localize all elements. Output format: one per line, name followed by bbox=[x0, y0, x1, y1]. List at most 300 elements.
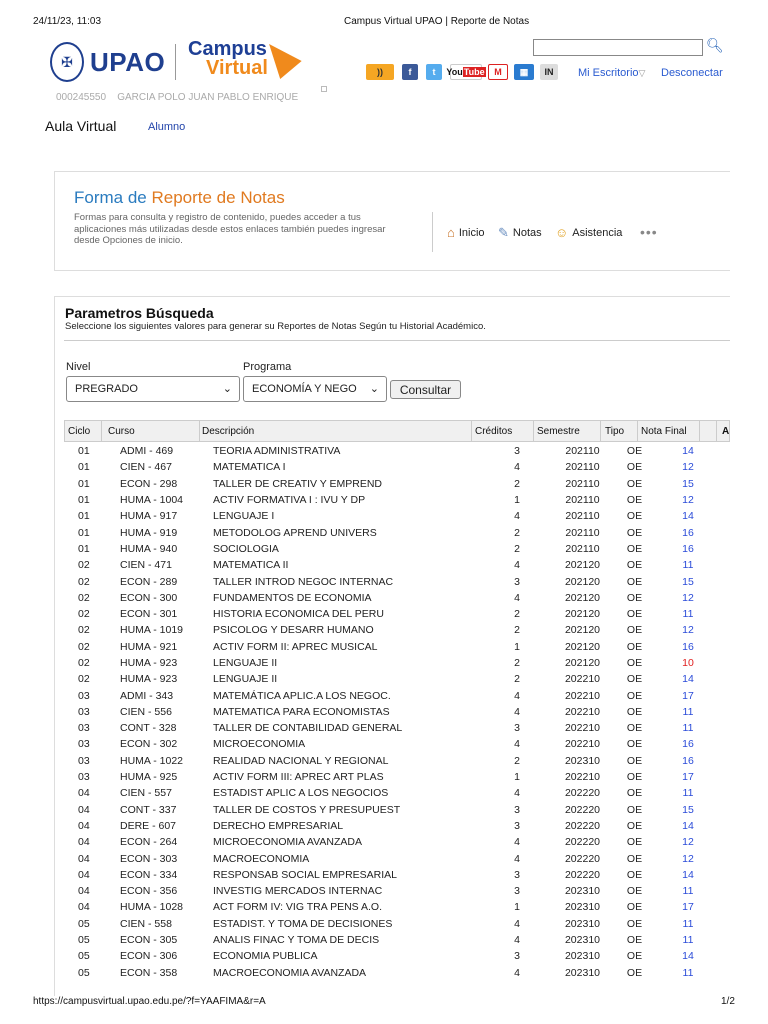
cell-tipo: OE bbox=[626, 624, 643, 637]
cell-nota-final[interactable]: 11 bbox=[682, 608, 694, 621]
cell-descripcion: ACT FORM IV: VIG TRA PENS A.O. bbox=[213, 901, 383, 914]
cell-tipo: OE bbox=[626, 917, 643, 930]
cell-extra bbox=[723, 720, 730, 736]
cell-nota-final[interactable]: 12 bbox=[682, 852, 694, 865]
cell-extra bbox=[723, 606, 730, 622]
cell-ciclo: 03 bbox=[78, 754, 90, 767]
cell-ciclo: 02 bbox=[78, 608, 90, 621]
parametros-title: Parametros Búsqueda bbox=[65, 305, 214, 321]
col-nota-final[interactable]: Nota Final bbox=[641, 426, 687, 437]
cell-tipo: OE bbox=[626, 934, 643, 947]
table-row bbox=[64, 492, 730, 508]
cell-ciclo: 02 bbox=[78, 575, 90, 588]
table-row bbox=[64, 769, 730, 785]
cell-tipo: OE bbox=[626, 705, 643, 718]
cell-tipo: OE bbox=[626, 950, 643, 963]
cell-ciclo: 01 bbox=[78, 445, 90, 458]
cell-extra bbox=[723, 476, 730, 492]
cell-descripcion: TEORIA ADMINISTRATIVA bbox=[213, 445, 341, 458]
cell-curso: ECON - 334 bbox=[120, 868, 178, 881]
col-divider bbox=[600, 421, 601, 441]
cell-semestre: 202310 bbox=[564, 885, 601, 898]
cell-ciclo: 04 bbox=[78, 852, 90, 865]
cell-descripcion: MICROECONOMIA bbox=[213, 738, 306, 751]
upao-seal-icon: ✠ bbox=[50, 42, 84, 82]
col-divider bbox=[101, 421, 102, 441]
table-row bbox=[64, 850, 730, 866]
cell-extra bbox=[723, 622, 730, 638]
cell-nota-final[interactable]: 14 bbox=[682, 868, 694, 881]
cell-nota-final[interactable]: 14 bbox=[682, 510, 694, 523]
cell-extra bbox=[723, 443, 730, 459]
cell-extra bbox=[723, 753, 730, 769]
cell-nota-final[interactable]: 14 bbox=[682, 445, 694, 458]
cell-creditos: 2 bbox=[514, 673, 520, 686]
cell-descripcion: LENGUAJE II bbox=[213, 657, 278, 669]
cell-creditos: 3 bbox=[514, 722, 520, 735]
col-semestre[interactable]: Semestre bbox=[537, 426, 580, 437]
cell-curso: CIEN - 471 bbox=[120, 559, 172, 572]
cell-creditos: 4 bbox=[514, 917, 520, 930]
youtube-icon[interactable]: You Tube bbox=[450, 64, 482, 80]
table-row bbox=[64, 948, 730, 964]
quicklink-asistencia[interactable] bbox=[555, 225, 622, 240]
upao-logo[interactable] bbox=[50, 42, 176, 82]
upao-wordmark: UPAO bbox=[90, 46, 166, 77]
cell-curso: HUMA - 940 bbox=[120, 542, 178, 555]
user-id: 000245550 bbox=[56, 92, 107, 103]
cell-ciclo: 05 bbox=[78, 966, 90, 979]
col-divider bbox=[716, 421, 717, 441]
cell-creditos: 4 bbox=[514, 787, 520, 800]
col-divider bbox=[533, 421, 534, 441]
cell-ciclo: 03 bbox=[78, 705, 90, 718]
cell-curso: CIEN - 558 bbox=[120, 917, 172, 930]
cell-semestre: 202120 bbox=[564, 657, 601, 669]
cell-tipo: OE bbox=[626, 689, 643, 702]
cell-creditos: 1 bbox=[514, 901, 520, 914]
col-extra[interactable]: A bbox=[722, 426, 730, 437]
cell-ciclo: 01 bbox=[78, 494, 90, 507]
cell-extra bbox=[723, 655, 730, 671]
col-creditos[interactable]: Créditos bbox=[475, 426, 513, 437]
consultar-button[interactable]: Consultar bbox=[390, 380, 461, 399]
table-row bbox=[64, 867, 730, 883]
cell-descripcion: MICROECONOMIA AVANZADA bbox=[213, 836, 362, 849]
cell-semestre: 202210 bbox=[564, 705, 601, 718]
cell-ciclo: 04 bbox=[78, 787, 90, 800]
cell-descripcion: MACROECONOMIA AVANZADA bbox=[213, 966, 367, 979]
cell-creditos: 2 bbox=[514, 657, 520, 669]
programa-select-value: ECONOMÍA Y NEGO bbox=[252, 383, 357, 395]
cell-extra bbox=[723, 932, 730, 948]
cell-curso: ADMI - 469 bbox=[120, 445, 174, 458]
cell-tipo: OE bbox=[626, 738, 643, 751]
cell-semestre: 202220 bbox=[564, 852, 601, 865]
cell-tipo: OE bbox=[626, 966, 643, 979]
col-tipo[interactable]: Tipo bbox=[605, 426, 625, 437]
cell-curso: CONT - 328 bbox=[120, 722, 177, 735]
table-row bbox=[64, 590, 730, 606]
cell-semestre: 202210 bbox=[564, 771, 601, 784]
cell-nota-final[interactable]: 16 bbox=[682, 738, 694, 751]
cell-extra bbox=[723, 867, 730, 883]
cell-nota-final[interactable]: 14 bbox=[682, 950, 694, 963]
cell-nota-final[interactable]: 16 bbox=[682, 526, 694, 539]
cell-creditos: 4 bbox=[514, 689, 520, 702]
twitter-icon[interactable]: t bbox=[426, 64, 442, 80]
cell-semestre: 202210 bbox=[564, 673, 601, 686]
cell-nota-final[interactable]: 12 bbox=[682, 624, 694, 637]
cell-descripcion: ACTIV FORM II: APREC MUSICAL bbox=[213, 640, 378, 653]
cell-descripcion: DERECHO EMPRESARIAL bbox=[213, 819, 344, 832]
cell-ciclo: 04 bbox=[78, 836, 90, 849]
table-row bbox=[64, 687, 730, 703]
aula-virtual-title: Aula Virtual bbox=[45, 118, 117, 134]
quicklink-asistencia-label: Asistencia bbox=[572, 226, 623, 239]
cell-extra bbox=[723, 541, 730, 557]
cell-nota-final[interactable]: 12 bbox=[682, 591, 694, 604]
cell-extra bbox=[723, 834, 730, 850]
cell-curso: HUMA - 1028 bbox=[120, 901, 184, 914]
cell-extra bbox=[723, 704, 730, 720]
cell-semestre: 202120 bbox=[564, 640, 601, 653]
cell-tipo: OE bbox=[626, 510, 643, 523]
col-curso[interactable]: Curso bbox=[108, 426, 135, 437]
cell-semestre: 202110 bbox=[565, 445, 600, 458]
cell-semestre: 202120 bbox=[564, 608, 601, 621]
cell-nota-final[interactable]: 14 bbox=[682, 673, 694, 686]
cell-semestre: 202310 bbox=[564, 901, 601, 914]
cell-creditos: 2 bbox=[514, 754, 520, 767]
cell-tipo: OE bbox=[626, 608, 643, 621]
facebook-icon[interactable]: f bbox=[402, 64, 418, 80]
cell-extra bbox=[723, 802, 730, 818]
cell-nota-final[interactable]: 17 bbox=[682, 901, 694, 914]
print-footer-url: https://campusvirtual.upao.edu.pe/?f=YAAFIMA&r=A bbox=[33, 996, 266, 1007]
cell-nota-final[interactable]: 15 bbox=[682, 803, 694, 816]
cell-ciclo: 04 bbox=[78, 901, 90, 914]
cell-semestre: 202220 bbox=[564, 868, 601, 881]
more-options-icon[interactable]: ••• bbox=[640, 224, 658, 240]
cell-semestre: 202120 bbox=[564, 591, 601, 604]
cell-semestre: 202110 bbox=[565, 477, 600, 490]
cell-semestre: 202120 bbox=[564, 575, 601, 588]
cell-creditos: 4 bbox=[514, 559, 520, 572]
cell-extra bbox=[723, 492, 730, 508]
cell-creditos: 3 bbox=[514, 868, 520, 881]
cell-creditos: 4 bbox=[514, 836, 520, 849]
cell-semestre: 202310 bbox=[564, 917, 601, 930]
table-row bbox=[64, 459, 730, 475]
cell-descripcion: ACTIV FORM III: APREC ART PLAS bbox=[213, 771, 384, 784]
cell-semestre: 202310 bbox=[564, 934, 601, 947]
table-row bbox=[64, 883, 730, 899]
cell-semestre: 202210 bbox=[564, 689, 601, 702]
user-info bbox=[56, 92, 298, 103]
cell-nota-final[interactable]: 16 bbox=[682, 542, 694, 555]
cell-tipo: OE bbox=[626, 461, 643, 474]
table-header bbox=[64, 420, 730, 442]
cell-creditos: 1 bbox=[514, 640, 520, 653]
cell-curso: ECON - 303 bbox=[120, 852, 178, 865]
cell-creditos: 3 bbox=[514, 950, 520, 963]
cell-creditos: 4 bbox=[514, 738, 520, 751]
forma-title-b: Reporte de Notas bbox=[151, 188, 285, 207]
cell-ciclo: 04 bbox=[78, 885, 90, 898]
cell-nota-final[interactable]: 11 bbox=[682, 722, 694, 735]
cell-ciclo: 02 bbox=[78, 657, 90, 669]
cell-tipo: OE bbox=[626, 445, 643, 458]
cell-descripcion: ECONOMIA PUBLICA bbox=[213, 950, 318, 963]
cell-nota-final[interactable]: 14 bbox=[682, 819, 694, 832]
table-row bbox=[64, 802, 730, 818]
cell-creditos: 4 bbox=[514, 591, 520, 604]
cell-ciclo: 01 bbox=[78, 461, 90, 474]
cell-tipo: OE bbox=[626, 754, 643, 767]
print-datetime: 24/11/23, 11:03 bbox=[33, 16, 102, 27]
cell-ciclo: 03 bbox=[78, 738, 90, 751]
cell-tipo: OE bbox=[626, 542, 643, 555]
table-row bbox=[64, 753, 730, 769]
cell-ciclo: 04 bbox=[78, 819, 90, 832]
cell-semestre: 202220 bbox=[564, 787, 601, 800]
cell-curso: ADMI - 343 bbox=[120, 689, 174, 702]
cell-extra bbox=[723, 736, 730, 752]
chevron-down-icon: ▽ bbox=[638, 68, 646, 78]
cell-nota-final[interactable]: 15 bbox=[682, 477, 694, 490]
search-input[interactable] bbox=[533, 39, 703, 56]
cell-ciclo: 03 bbox=[78, 771, 90, 784]
cell-descripcion: RESPONSAB SOCIAL EMPRESARIAL bbox=[213, 868, 398, 881]
cell-descripcion: MATEMATICA PARA ECONOMISTAS bbox=[213, 705, 390, 718]
cell-ciclo: 05 bbox=[78, 917, 90, 930]
cell-extra bbox=[723, 818, 730, 834]
cell-descripcion: LENGUAJE II bbox=[213, 673, 278, 686]
cell-extra bbox=[723, 671, 730, 687]
cell-extra bbox=[723, 965, 730, 981]
col-ciclo[interactable]: Ciclo bbox=[68, 426, 91, 437]
cell-descripcion: REALIDAD NACIONAL Y REGIONAL bbox=[213, 754, 389, 767]
cell-semestre: 202110 bbox=[565, 542, 600, 555]
cell-nota-final[interactable]: 17 bbox=[682, 689, 694, 702]
cell-curso: CIEN - 556 bbox=[120, 705, 172, 718]
cell-nota-final[interactable]: 11 bbox=[682, 917, 694, 930]
table-row bbox=[64, 785, 730, 801]
parametros-subtitle: Seleccione los siguientes valores para generar su Reportes de Notas Según tu Historial Académico. bbox=[65, 321, 486, 332]
desconectar-link[interactable]: Desconectar bbox=[661, 67, 723, 79]
cell-ciclo: 05 bbox=[78, 950, 90, 963]
cell-curso: ECON - 289 bbox=[120, 575, 178, 588]
cell-ciclo: 05 bbox=[78, 934, 90, 947]
table-row bbox=[64, 704, 730, 720]
cell-descripcion: MATEMÁTICA APLIC.A LOS NEGOC. bbox=[213, 689, 391, 702]
cell-curso: CIEN - 557 bbox=[120, 787, 172, 800]
table-row bbox=[64, 655, 730, 671]
cell-curso: HUMA - 925 bbox=[120, 771, 178, 784]
table-row bbox=[64, 639, 730, 655]
programa-label: Programa bbox=[243, 361, 292, 373]
cell-nota-final[interactable]: 11 bbox=[682, 885, 694, 898]
cell-extra bbox=[723, 459, 730, 475]
cell-descripcion: ESTADIST APLIC A LOS NEGOCIOS bbox=[213, 787, 389, 800]
forma-title-a: Forma de bbox=[74, 188, 147, 207]
mi-escritorio-label: Mi Escritorio bbox=[578, 67, 639, 79]
cell-nota-final[interactable]: 11 bbox=[682, 705, 694, 718]
notas-table bbox=[64, 443, 730, 981]
home-icon: ⌂ bbox=[447, 225, 455, 240]
cell-curso: ECON - 358 bbox=[120, 966, 178, 979]
user-name: GARCIA POLO JUAN PABLO ENRIQUE bbox=[117, 92, 299, 103]
campus-virtual-logo[interactable] bbox=[188, 40, 268, 78]
cell-curso: ECON - 298 bbox=[120, 477, 178, 490]
pencil-icon: ✎ bbox=[498, 225, 509, 240]
cell-ciclo: 01 bbox=[78, 542, 90, 555]
cell-tipo: OE bbox=[626, 640, 643, 653]
cell-tipo: OE bbox=[626, 657, 643, 669]
cell-descripcion: TALLER DE COSTOS Y PRESUPUEST bbox=[213, 803, 401, 816]
table-row bbox=[64, 932, 730, 948]
nivel-select[interactable] bbox=[66, 376, 240, 402]
cell-creditos: 4 bbox=[514, 966, 520, 979]
forma-divider bbox=[432, 212, 433, 252]
cell-nota-final[interactable]: 11 bbox=[682, 934, 694, 947]
cell-nota-final[interactable]: 12 bbox=[682, 461, 694, 474]
cell-tipo: OE bbox=[626, 885, 643, 898]
alumno-link[interactable]: Alumno bbox=[148, 121, 186, 133]
cell-semestre: 202110 bbox=[565, 510, 600, 523]
quicklink-notas[interactable] bbox=[498, 225, 542, 241]
cell-semestre: 202210 bbox=[564, 722, 601, 735]
print-footer-page: 1/2 bbox=[721, 996, 735, 1007]
cell-creditos: 2 bbox=[514, 526, 520, 539]
cell-tipo: OE bbox=[626, 722, 643, 735]
person-icon: ☺ bbox=[555, 225, 569, 240]
table-row bbox=[64, 524, 730, 540]
cell-tipo: OE bbox=[626, 575, 643, 588]
cell-extra bbox=[723, 524, 730, 540]
cell-nota-final[interactable]: 16 bbox=[682, 754, 694, 767]
programa-select[interactable] bbox=[243, 376, 387, 402]
cell-extra bbox=[723, 639, 730, 655]
cell-semestre: 202310 bbox=[564, 966, 601, 979]
cell-nota-final[interactable]: 12 bbox=[682, 836, 694, 849]
cell-descripcion: TALLER INTROD NEGOC INTERNAC bbox=[213, 575, 394, 588]
print-doc-title: Campus Virtual UPAO | Reporte de Notas bbox=[344, 16, 530, 27]
forma-title bbox=[74, 188, 285, 208]
logo-divider bbox=[175, 44, 176, 80]
col-divider bbox=[199, 421, 200, 441]
cell-extra bbox=[723, 916, 730, 932]
cell-ciclo: 02 bbox=[78, 591, 90, 604]
cell-nota-final[interactable]: 16 bbox=[682, 640, 694, 653]
cell-creditos: 2 bbox=[514, 608, 520, 621]
cell-nota-final[interactable]: 11 bbox=[682, 966, 694, 979]
cell-curso: ECON - 302 bbox=[120, 738, 178, 751]
search-icon[interactable]: 🔍︎ bbox=[706, 37, 724, 53]
cell-semestre: 202110 bbox=[565, 461, 600, 474]
cell-creditos: 4 bbox=[514, 461, 520, 474]
cell-nota-final[interactable]: 12 bbox=[682, 494, 694, 507]
table-row bbox=[64, 818, 730, 834]
cell-creditos: 3 bbox=[514, 803, 520, 816]
linkedin-icon[interactable]: IN bbox=[540, 64, 558, 80]
gmail-icon[interactable]: M bbox=[488, 64, 508, 80]
cell-tipo: OE bbox=[626, 591, 643, 604]
cell-curso: HUMA - 919 bbox=[120, 526, 178, 539]
table-row bbox=[64, 965, 730, 981]
cell-semestre: 202110 bbox=[565, 526, 600, 539]
nivel-label: Nivel bbox=[66, 361, 91, 373]
cell-curso: HUMA - 1022 bbox=[120, 754, 184, 767]
cell-tipo: OE bbox=[626, 559, 643, 572]
campus-logo-line1: Campus bbox=[188, 38, 267, 60]
table-row bbox=[64, 573, 730, 589]
mi-escritorio-link[interactable] bbox=[578, 67, 645, 79]
cell-creditos: 4 bbox=[514, 510, 520, 523]
cell-creditos: 1 bbox=[514, 771, 520, 784]
col-descripcion[interactable]: Descripción bbox=[202, 426, 255, 437]
cell-semestre: 202220 bbox=[564, 819, 601, 832]
cell-tipo: OE bbox=[626, 673, 643, 686]
cell-tipo: OE bbox=[626, 819, 643, 832]
cell-ciclo: 02 bbox=[78, 559, 90, 572]
cell-tipo: OE bbox=[626, 787, 643, 800]
cell-creditos: 4 bbox=[514, 705, 520, 718]
cell-semestre: 202310 bbox=[564, 754, 601, 767]
table-row bbox=[64, 720, 730, 736]
cell-nota-final[interactable]: 15 bbox=[682, 575, 694, 588]
cell-ciclo: 01 bbox=[78, 477, 90, 490]
rss-icon[interactable]: )) bbox=[366, 64, 394, 80]
cell-tipo: OE bbox=[626, 803, 643, 816]
cell-ciclo: 01 bbox=[78, 526, 90, 539]
cell-semestre: 202120 bbox=[564, 624, 601, 637]
cell-creditos: 3 bbox=[514, 819, 520, 832]
cell-nota-final[interactable]: 10 bbox=[682, 657, 694, 669]
cell-tipo: OE bbox=[626, 477, 643, 490]
cell-descripcion: METODOLOG APREND UNIVERS bbox=[213, 526, 377, 539]
cell-nota-final[interactable]: 17 bbox=[682, 771, 694, 784]
cell-curso: ECON - 356 bbox=[120, 885, 178, 898]
cell-creditos: 3 bbox=[514, 575, 520, 588]
col-divider bbox=[637, 421, 638, 441]
cell-tipo: OE bbox=[626, 852, 643, 865]
cell-extra bbox=[723, 899, 730, 915]
cell-curso: ECON - 305 bbox=[120, 934, 178, 947]
quicklink-inicio[interactable] bbox=[447, 225, 485, 240]
cell-descripcion: ESTADIST. Y TOMA DE DECISIONES bbox=[213, 917, 393, 930]
cell-extra bbox=[723, 850, 730, 866]
cell-curso: HUMA - 917 bbox=[120, 510, 178, 523]
table-row bbox=[64, 541, 730, 557]
cell-ciclo: 02 bbox=[78, 624, 90, 637]
calendar-icon[interactable]: ▦ bbox=[514, 64, 534, 80]
cell-curso: ECON - 301 bbox=[120, 608, 178, 621]
cell-descripcion: PSICOLOG Y DESARR HUMANO bbox=[213, 624, 374, 637]
table-row bbox=[64, 443, 730, 459]
cell-curso: ECON - 306 bbox=[120, 950, 178, 963]
cell-nota-final[interactable]: 11 bbox=[682, 787, 694, 800]
col-divider bbox=[471, 421, 472, 441]
small-square-icon bbox=[321, 86, 327, 92]
cell-descripcion: TALLER DE CREATIV Y EMPREND bbox=[213, 477, 383, 490]
cell-semestre: 202220 bbox=[564, 836, 601, 849]
quicklink-notas-label: Notas bbox=[512, 227, 542, 239]
cell-nota-final[interactable]: 11 bbox=[682, 559, 694, 572]
table-row bbox=[64, 606, 730, 622]
cell-extra bbox=[723, 883, 730, 899]
